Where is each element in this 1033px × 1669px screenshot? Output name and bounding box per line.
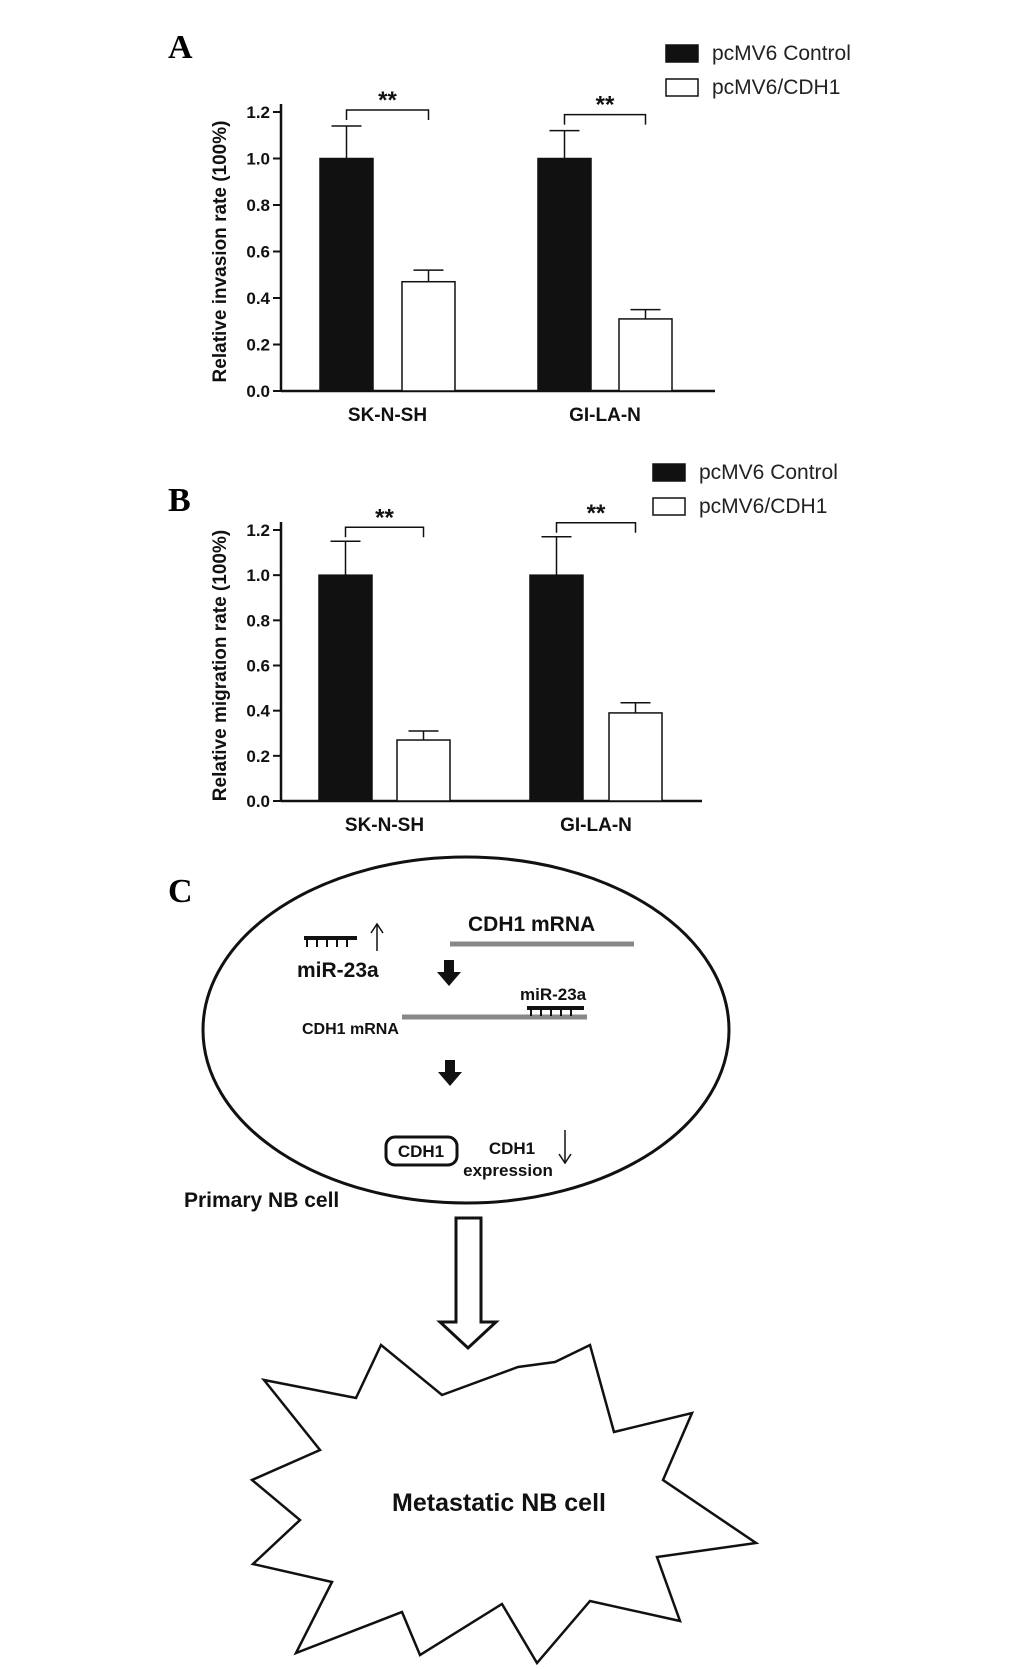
bar (402, 282, 455, 391)
x-category-label: GI-LA-N (569, 405, 641, 426)
y-axis-title: Relative migration rate (100%) (210, 529, 231, 802)
mir-bound-label: miR-23a (520, 985, 587, 1004)
x-category-label: GI-LA-N (560, 815, 632, 836)
y-tick-label: 0.4 (246, 289, 270, 308)
bar (397, 740, 450, 801)
y-tick-label: 0.2 (246, 335, 270, 355)
y-tick-label: 1.2 (246, 103, 270, 122)
mrna-top-label: CDH1 mRNA (468, 913, 596, 936)
y-axis-title: Relative invasion rate (100%) (210, 120, 231, 383)
bar (609, 713, 662, 801)
expr-line1: CDH1 (488, 1139, 536, 1158)
mrna-bound-label: CDH1 mRNA (302, 1021, 399, 1038)
panel-label-b: B (168, 482, 191, 519)
migration-chart (210, 461, 838, 836)
invasion-chart (210, 42, 851, 426)
bar (538, 159, 591, 392)
y-tick-label: 0.0 (246, 382, 270, 401)
y-tick-label: 1.2 (246, 521, 270, 540)
primary-cell-label: Primary NB cell (184, 1189, 340, 1212)
significance-marker: ** (378, 86, 397, 114)
y-tick-label: 0.0 (246, 792, 270, 811)
significance-marker: ** (586, 499, 606, 527)
y-tick-label: 1.0 (246, 566, 270, 586)
bar (530, 575, 583, 801)
metastatic-label: Metastatic NB cell (392, 1489, 606, 1517)
significance-marker: ** (375, 504, 394, 532)
down-arrow-icon (438, 1060, 462, 1086)
down-arrow-icon (559, 1130, 571, 1163)
panel-label-c: C (168, 873, 193, 910)
primary-cell-ellipse (203, 857, 729, 1203)
legend-swatch (666, 45, 698, 62)
legend-swatch (666, 79, 698, 96)
legend-label: pcMV6/CDH1 (699, 495, 828, 518)
up-arrow-icon (371, 924, 383, 951)
hollow-down-arrow-icon (440, 1218, 496, 1348)
y-tick-label: 0.4 (246, 701, 270, 721)
mir-label: miR-23a (297, 959, 379, 982)
bar (319, 575, 372, 801)
protein-label: CDH1 (397, 1142, 445, 1161)
bar (320, 159, 373, 392)
x-category-label: SK-N-SH (347, 405, 428, 426)
mechanism-diagram (184, 857, 756, 1663)
y-tick-label: 0.8 (246, 611, 270, 631)
expr-line2: expression (463, 1161, 553, 1180)
y-tick-label: 0.6 (246, 656, 270, 676)
panel-label-a: A (168, 29, 193, 66)
legend-swatch (653, 498, 685, 515)
bar (619, 319, 672, 391)
legend-swatch (653, 464, 685, 481)
y-tick-label: 1.0 (246, 149, 270, 169)
legend-label: pcMV6 Control (712, 42, 851, 65)
legend-label: pcMV6 Control (699, 461, 838, 484)
y-tick-label: 0.2 (246, 746, 270, 766)
significance-marker: ** (595, 91, 615, 119)
mir-23a-symbol (304, 938, 357, 947)
x-category-label: SK-N-SH (344, 815, 425, 836)
legend-label: pcMV6/CDH1 (712, 76, 841, 99)
y-tick-label: 0.8 (246, 196, 270, 215)
down-arrow-icon (437, 960, 461, 986)
y-tick-label: 0.6 (246, 242, 270, 262)
